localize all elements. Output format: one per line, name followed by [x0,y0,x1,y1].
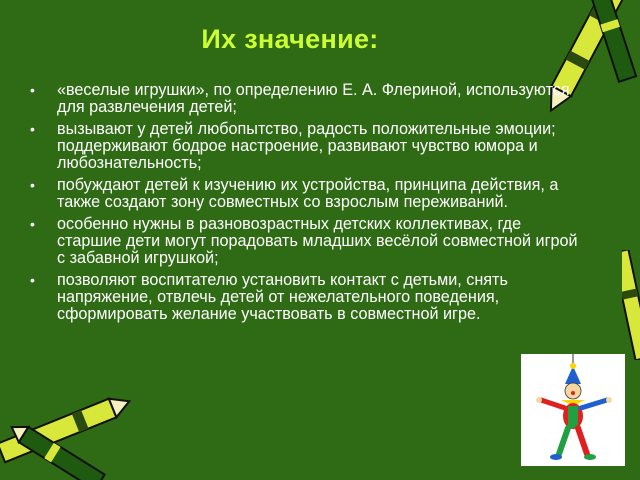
list-item [28,177,588,211]
list-item [28,216,588,267]
crayons-bottom-left-decoration [0,376,140,480]
list-item-text: особенно нужны в разновозрастных детских коллективах, где старшие дети могут порадовать младших весёлой совместной игрой с забавной игрушкой; [57,215,578,267]
list-item [28,121,588,172]
list-item-text: «веселые игрушки», по определению Е. А. Флериной, используются для развлечения детей; [57,81,570,116]
list-item-text: вызывают у детей любопытство, радость положительные эмоции; поддерживают бодрое настроение, развивают чувство юмора и любознательность; [57,120,556,172]
toy-image [521,354,625,466]
crayon-right-edge-decoration [622,250,640,360]
bullet-marker: • [30,82,35,98]
bullet-marker: • [30,177,35,193]
bullet-marker: • [30,121,35,137]
slide-title: Их значение: [201,24,379,54]
list-item-text: позволяют воспитателю установить контакт с детьми, снять напряжение, отвлечь детей от нежелательного поведения, сформировать желание участвовать в совместной игре. [57,271,508,323]
bullet-marker: • [30,216,35,232]
list-item [28,272,588,323]
bullet-list [28,82,588,328]
list-item [28,82,588,116]
jumping-jack-clown-icon [521,354,625,466]
list-item-text: побуждают детей к изучению их устройства, принципа действия, а также создают зону совместных со взрослым переживаний. [57,176,559,211]
bullet-marker: • [30,272,35,288]
